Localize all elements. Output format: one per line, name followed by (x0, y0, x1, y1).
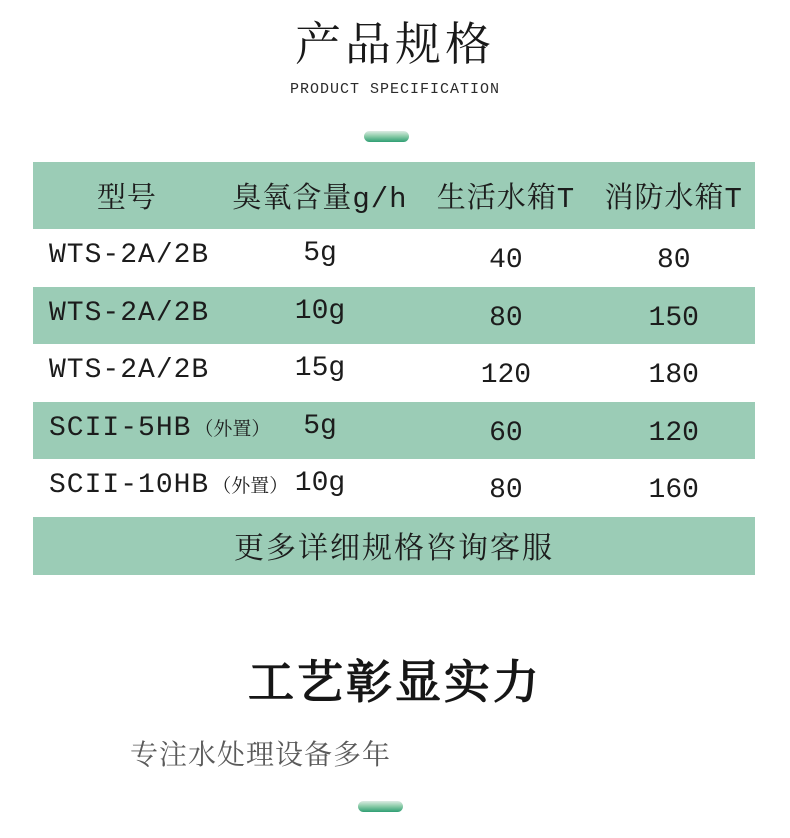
fire-tank-cell: 160 (648, 475, 699, 507)
model-note: （外置） (194, 418, 271, 441)
ozone-cell: 15g (294, 353, 346, 385)
table-row (33, 287, 755, 345)
model-cell (33, 240, 221, 271)
model-name: SCII-5HB (49, 412, 192, 444)
living-tank-cell: 120 (480, 360, 532, 392)
column-header-model: 型号 (96, 183, 157, 216)
living-tank-cell: 80 (489, 475, 523, 507)
section-subtitle: 专注水处理设备多年 (130, 739, 392, 771)
model-name: WTS-2A/2B (49, 355, 210, 387)
spec-table-body (33, 229, 755, 517)
fire-tank-cell: 180 (648, 360, 699, 392)
model-cell (33, 298, 221, 329)
model-cell (33, 412, 271, 444)
table-row (33, 459, 755, 517)
model-name: WTS-2A/2B (49, 240, 210, 272)
living-tank-cell: 40 (489, 245, 523, 277)
living-tank-cell: 60 (489, 417, 523, 449)
page-title: 产品规格 (295, 19, 495, 70)
column-header-fire-tank: 消防水箱T (604, 183, 743, 216)
divider-pill-bottom (358, 801, 403, 812)
craftsmanship-section (0, 656, 790, 812)
ozone-cell: 10g (294, 295, 346, 327)
section-title: 工艺彰显实力 (248, 656, 542, 708)
ozone-cell: 5g (303, 238, 337, 270)
spec-table (33, 162, 755, 575)
spec-table-header-row (33, 162, 755, 229)
fire-tank-cell: 80 (656, 245, 691, 277)
model-name: SCII-10HB (49, 470, 210, 502)
living-tank-cell: 80 (489, 302, 523, 334)
spec-table-footer-note: 更多详细规格咨询客服 (33, 517, 755, 575)
ozone-cell: 10g (294, 468, 346, 500)
product-spec-section (0, 0, 790, 142)
table-row (33, 229, 755, 287)
table-row (33, 344, 755, 402)
model-cell (33, 355, 221, 386)
model-note: （外置） (212, 476, 289, 499)
page-subtitle: PRODUCT SPECIFICATION (289, 81, 501, 98)
fire-tank-cell: 150 (648, 302, 699, 334)
table-row (33, 402, 755, 460)
model-cell (33, 470, 289, 502)
column-header-living-tank: 生活水箱T (436, 183, 576, 216)
fire-tank-cell: 120 (648, 417, 699, 449)
ozone-cell: 5g (303, 410, 337, 442)
column-header-ozone: 臭氧含量g/h (232, 183, 408, 216)
model-name: WTS-2A/2B (49, 297, 210, 329)
divider-pill-top (364, 131, 409, 142)
